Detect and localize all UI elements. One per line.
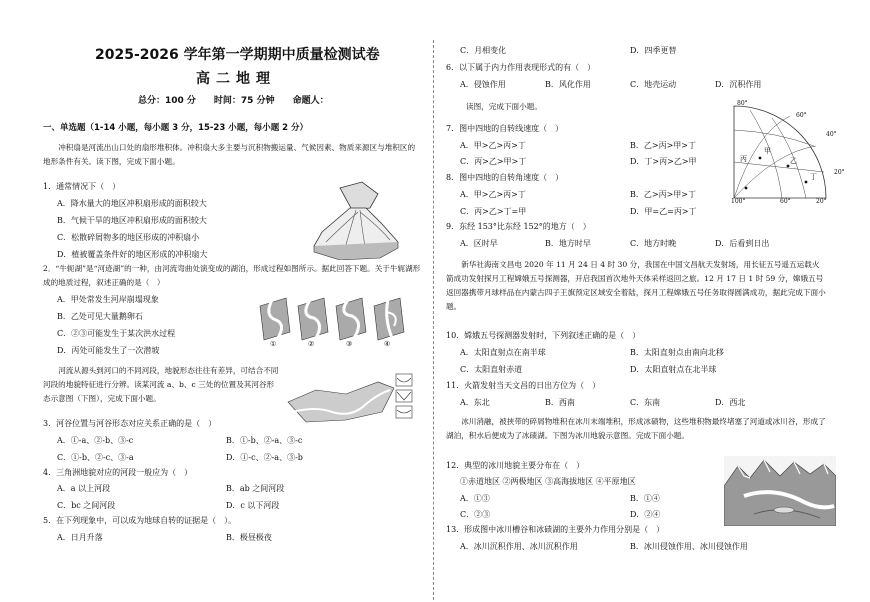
- exam-subtitle: 高二地理: [196, 71, 276, 87]
- passage-alluvial-fan: 冲积扇是河流出山口处的扇形堆积体。冲积扇大多主要与沉积物搬运量、气候因素、物质来源区与堆积区的地形条件有关。读下图，完成下面小题。: [43, 143, 416, 167]
- question-5-option-a[interactable]: A．日月升落: [57, 533, 103, 542]
- question-10-stem: 10．嫦娥五号探测器发射时，下列叙述正确的是（ ）: [446, 331, 641, 340]
- question-10-option-c[interactable]: C．太阳直射赤道: [460, 365, 523, 374]
- question-12-option-c[interactable]: C．②③: [460, 510, 491, 519]
- question-10-option-a[interactable]: A．太阳直射点在南半球: [460, 348, 546, 357]
- passage-change5: 新华社海南文昌电 2020 年 11 月 24 日 4 时 30 分，我国在中国文昌航天发射场，用长征五号遥五运载火箭成功发射探月工程嫦娥五号探测器，开启我国首次地外天体采样返回之旅。12 月 17 日 1 时 59 分，嫦娥五号返回器携带月球样品在内蒙古四子王旗预定区域安全着陆，探月工程嫦娥五号任务取得圆满成功，据此完成下面小题。: [446, 260, 826, 312]
- question-6-option-a[interactable]: A．侵蚀作用: [460, 80, 506, 89]
- section-heading: 一、单选题（1-14 小题，每小题 3 分，15-23 小题，每小题 2 分）: [43, 123, 309, 133]
- question-1-option-a[interactable]: A．降水量大的地区冲积扇形成的面积较大: [57, 199, 207, 208]
- question-4-option-a[interactable]: A．a 以上河段: [57, 484, 111, 493]
- question-13-stem: 13．形成图中冰川槽谷和冰碛湖的主要外力作用分别是（ ）: [446, 525, 665, 534]
- question-11-option-a[interactable]: A．东北: [460, 398, 490, 407]
- globe-label-lat80: 80°: [737, 100, 748, 107]
- question-3-option-d[interactable]: D．①-c、②-a、③-b: [226, 453, 303, 462]
- question-12-option-a[interactable]: A．①③: [460, 494, 490, 503]
- question-5-option-b[interactable]: B．极昼极夜: [226, 533, 272, 542]
- question-3-option-a[interactable]: A．①-a、②-b、③-c: [57, 436, 134, 445]
- river-valley-figure: [286, 372, 414, 424]
- globe-label-lat20: 20°: [834, 169, 845, 176]
- question-3-stem: 3．河谷位置与河谷形态对应关系正确的是（ ）: [43, 419, 217, 428]
- figure-label-3: ③: [346, 340, 353, 348]
- passage-river-valleys: 河流从源头到河口的不同河段，地貌形态往往有差异，可结合不同河段的地貌特征进行分辨。读某河流 a、b、c 三处的位置及其河谷形态示意图（下图），完成下面小题。: [43, 366, 279, 404]
- question-1-option-b[interactable]: B．气候干旱的地区冲积扇形成的面积较大: [57, 216, 207, 225]
- question-12-items: ①赤道地区 ②两极地区 ③高海拔地区 ④平原地区: [460, 477, 636, 486]
- question-9-option-a[interactable]: A．区时早: [460, 239, 498, 248]
- question-4-option-d[interactable]: D．c 以下河段: [226, 501, 280, 510]
- question-8-stem: 8．图中四地的自转角速度（ ）: [446, 173, 564, 182]
- figure-label-4: ④: [384, 340, 391, 348]
- globe-label-yi: 乙: [790, 157, 797, 165]
- question-6-stem: 6．以下属于内力作用表现形式的有（ ）: [446, 63, 596, 72]
- question-2-option-d[interactable]: D．丙处可能发生了一次潜坡: [57, 346, 160, 355]
- question-9-option-d[interactable]: D．后看到日出: [715, 239, 770, 248]
- question-3-option-b[interactable]: B．①-b、②-a、③-c: [226, 436, 303, 445]
- question-6-option-b[interactable]: B．风化作用: [545, 80, 591, 89]
- question-7-option-c[interactable]: C．丙>乙>甲>丁: [460, 157, 527, 166]
- question-6-option-d[interactable]: D．沉积作用: [715, 80, 762, 89]
- question-11-option-d[interactable]: D．西北: [715, 398, 746, 407]
- question-9-option-b[interactable]: B．地方时早: [545, 239, 591, 248]
- question-1-stem: 1．通常情况下（ ）: [43, 182, 121, 191]
- globe-label-lon100: 100°: [731, 198, 746, 205]
- question-7-option-d[interactable]: D．丁>丙>乙>甲: [630, 157, 697, 166]
- alluvial-fan-figure: [300, 180, 408, 260]
- globe-label-lat60: 60°: [796, 112, 807, 119]
- question-7-option-a[interactable]: A．甲>乙>丙>丁: [460, 141, 526, 150]
- figure-label-2: ②: [308, 340, 315, 348]
- question-2-stem: 2．“牛轭湖”是“河迹湖”的一种，由河流弯曲处演变成的湖泊，形成过程如图所示。据此回答下题。关于牛轭湖形成的地质过程，叙述正确的是（ ）: [43, 264, 421, 288]
- question-11-option-b[interactable]: B．西南: [545, 398, 575, 407]
- question-8-option-b[interactable]: B．乙>丙>甲>丁: [630, 190, 696, 199]
- question-11-stem: 11．火箭发射当天文昌的日出方位为（ ）: [446, 381, 601, 390]
- question-4-option-c[interactable]: C．bc 之间河段: [57, 501, 116, 510]
- question-5-stem: 5．在下列现象中，可以成为地球自转的证据是（ ）。: [43, 516, 237, 525]
- glacier-figure: [724, 456, 836, 526]
- question-8-option-c[interactable]: C．丙>乙>丁=甲: [460, 207, 527, 216]
- passage-glacier: 冰川消融，被挟带的碎屑物堆积在冰川末端堆积，形成冰碛物，这些堆积物最终堵塞了河道或冰川谷，形成了湖泊，积水后便成为了冰碛湖。下图为冰川地貌示意图。完成下面小题。: [446, 417, 826, 441]
- question-2-option-b[interactable]: B．乙处可见大量鹅卵石: [57, 312, 143, 321]
- question-4-stem: 4．三角洲地貌对应的河段一般应为（ ）: [43, 468, 193, 477]
- question-7-option-b[interactable]: B．乙>丙>甲>丁: [630, 141, 696, 150]
- question-8-option-a[interactable]: A．甲>乙>丙>丁: [460, 190, 526, 199]
- question-7-stem: 7．图中四地的自转线速度（ ）: [446, 124, 564, 133]
- globe-sector-figure: [726, 102, 836, 206]
- question-9-option-c[interactable]: C．地方时晚: [630, 239, 677, 248]
- figure-label-1: ①: [270, 340, 277, 348]
- question-10-option-d[interactable]: D．太阳直射点在北半球: [630, 365, 717, 374]
- column-divider: [433, 40, 434, 600]
- globe-label-ding: 丁: [810, 173, 817, 181]
- question-13-option-a[interactable]: A．冰川沉积作用、冰川沉积作用: [460, 542, 578, 551]
- question-11-option-c[interactable]: C．东南: [630, 398, 661, 407]
- question-2-option-c[interactable]: C．②③可能发生于某次洪水过程: [57, 329, 176, 338]
- globe-label-lat40: 40°: [826, 131, 837, 138]
- exam-meta: 总分：100 分 时间：75 分钟 命题人：: [138, 96, 329, 106]
- question-10-option-b[interactable]: B．太阳直射点由南向北移: [630, 348, 724, 357]
- question-12-option-b[interactable]: B．①④: [630, 494, 660, 503]
- question-3-option-c[interactable]: C．①-b、②-c、③-a: [57, 453, 134, 462]
- question-4-option-b[interactable]: B．ab 之间河段: [226, 484, 285, 493]
- question-1-option-d[interactable]: D．植被覆盖条件好的地区形成的冲积扇大: [57, 250, 208, 259]
- globe-label-lon60: 60°: [780, 198, 791, 205]
- passage-read-figure: 读图，完成下面小题。: [466, 102, 542, 111]
- question-13-option-b[interactable]: B．冰川侵蚀作用、冰川侵蚀作用: [630, 542, 748, 551]
- question-9-stem: 9．东经 153°比东经 152°的地方（ ）: [446, 222, 591, 231]
- question-2-option-a[interactable]: A．甲处常发生河岸崩塌现象: [57, 295, 159, 304]
- question-6-option-c[interactable]: C．地壳运动: [630, 80, 677, 89]
- question-5-option-c[interactable]: C．月相变化: [460, 46, 507, 55]
- question-5-option-d[interactable]: D．四季更替: [630, 46, 677, 55]
- question-12-stem: 12．典型的冰川地貌主要分布在（ ）: [446, 461, 585, 470]
- globe-label-jia: 甲: [764, 147, 771, 155]
- question-12-option-d[interactable]: D．②④: [630, 510, 661, 519]
- question-1-option-c[interactable]: C．松散碎屑物多的地区形成的冲积扇小: [57, 233, 200, 242]
- exam-title: 2025-2026 学年第一学期期中质量检测试卷: [95, 47, 380, 63]
- globe-label-bing: 丙: [740, 155, 747, 163]
- question-8-option-d[interactable]: D．甲=乙=丙>丁: [630, 207, 697, 216]
- globe-label-lon20: 20°: [816, 198, 827, 205]
